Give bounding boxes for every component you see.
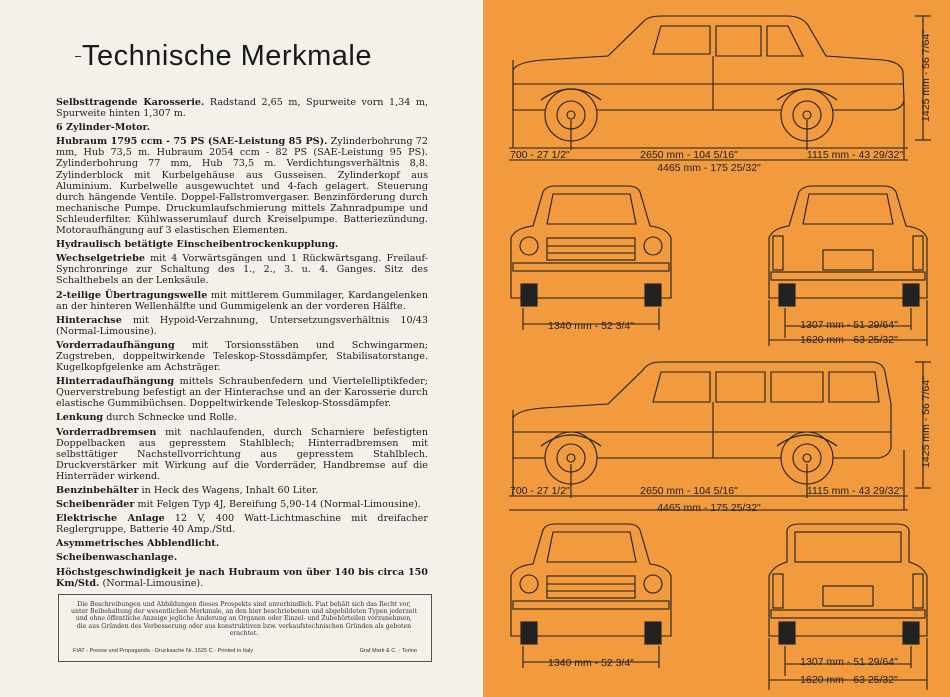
spec-text: mit mittlerem Gummilager, Kardangelenken an der hinteren Wellenhälfte und Gummigelenk an der vorderen Hälfte. <box>56 289 428 312</box>
spec-list <box>56 97 428 592</box>
width-label-2: 1620 mm - 63 25/32" <box>800 674 898 686</box>
spec-item <box>56 97 428 119</box>
spec-heading: Lenkung <box>56 412 104 424</box>
wagon-length-label: 4465 mm - 175 25/32" <box>657 502 761 514</box>
spec-heading: Elektrische Anlage <box>56 513 165 525</box>
spec-text: mit Torsionsstäben und Schwingarmen; Zugstreben, doppeltwirkende Teleskop-Stossdämpfer, Stabilisatorstange. Kugelkopfgelenke am Achsträger. <box>56 339 428 374</box>
spec-item <box>56 567 428 589</box>
dimension-drawings <box>483 0 950 697</box>
spec-heading: Vorderradbremsen <box>56 426 157 438</box>
sedan-height-label: 1425 mm - 56 7/64" <box>920 30 932 122</box>
rear-track-label-2: 1307 mm - 51 29/64" <box>800 656 898 668</box>
sedan-side-view <box>513 16 904 141</box>
sedan-front-overhang-label: 700 - 27 1/2" <box>510 149 570 161</box>
rear-track-label: 1307 mm - 51 29/64" <box>800 319 898 331</box>
width-label: 1620 mm - 63 25/32" <box>800 334 898 346</box>
wagon-height-label: 1425 mm - 56 7/64" <box>920 376 932 468</box>
drawings-page <box>483 0 950 697</box>
spec-item <box>56 538 428 549</box>
printer-imprint: FIAT - Presse und Propaganda - Drucksache Nr. 1525 C - Printed in Italy <box>73 648 254 654</box>
spec-text: 12 V, 400 Watt-Lichtmaschine mit dreifacher Reglergruppe, Batterie 40 Amp./Std. <box>56 513 428 536</box>
spec-item <box>56 315 428 337</box>
spec-text: Radstand 2,65 m, Spurweite vorn 1,34 m, Spurweite hinten 1,307 m. <box>56 97 428 120</box>
wagon-side-view <box>513 362 891 484</box>
wagon-front-view <box>511 524 671 644</box>
spec-item <box>56 340 428 373</box>
spec-text: mit Felgen Typ 4J, Bereifung 5,90-14 (Normal-Limousine). <box>134 499 421 511</box>
spec-heading: Höchstgeschwindigkeit je nach Hubraum von über 140 bis circa 150 Km/Std. <box>56 566 428 589</box>
spec-item <box>56 412 428 423</box>
spec-heading: 6 Zylinder-Motor. <box>56 122 151 134</box>
page-title: Technische Merkmale <box>82 40 372 72</box>
spec-item <box>56 485 428 496</box>
spec-item <box>56 290 428 312</box>
spec-item <box>56 122 428 133</box>
title-mark <box>75 56 81 57</box>
spec-item <box>56 376 428 409</box>
spec-heading: Wechselgetriebe <box>56 253 145 265</box>
spec-item <box>56 136 428 236</box>
spec-heading: Hubraum 1795 ccm - 75 PS (SAE-Leistung 85 PS). <box>56 136 328 148</box>
spec-text: in Heck des Wagens, Inhalt 60 Liter. <box>138 485 319 496</box>
spec-item <box>56 513 428 535</box>
spec-heading: Scheibenwaschanlage. <box>56 552 178 564</box>
printer-name: Graf Marti & C. - Torino <box>359 648 417 654</box>
sedan-rear-view <box>769 186 927 306</box>
spec-item <box>56 499 428 510</box>
spec-heading: 2-teilige Übertragungswelle <box>56 289 208 301</box>
spec-heading: Hinterachse <box>56 314 122 326</box>
sedan-front-view <box>511 186 671 306</box>
sedan-length-label: 4465 mm - 175 25/32" <box>657 162 761 174</box>
spec-item <box>56 253 428 286</box>
front-track-label-2: 1340 mm - 52 3/4" <box>547 657 635 669</box>
disclaimer-footer <box>73 648 417 654</box>
spec-item <box>56 552 428 563</box>
spec-text: mit nachlaufenden, durch Scharniere befestigten Doppelbacken aus gepresstem Stahlblech; Hinterradbremsen mit selbsttätiger Nachstellvorrichtung aus gepresstem Stahlblech. Druckverstärker mit Wirkung auf die Vorderräder, Handbremse auf die Hinterräder wirkend. <box>56 426 428 482</box>
spec-heading: Hydraulisch betätigte Einscheibentrockenkupplung. <box>56 239 339 251</box>
wagon-rear-overhang-label: 1115 mm - 43 29/32" <box>806 485 904 497</box>
spec-item <box>56 427 428 482</box>
spec-heading: Selbsttragende Karosserie. <box>56 97 205 108</box>
disclaimer-text: Die Beschreibungen und Abbildungen dieses Prospekts sind unverbindlich. Fiat behält sich das Recht vor, unter Beibehaltung der wesentlichen Merkmale, an den hier beschriebenen und abgebildeten Typen jederzeit und ohne öffentliche Anzeige jegliche Änderung an Organen oder Einzel- und Zubehörteilen vorzunehmen, die aus Gründen des Verbesserung oder aus konstruktiven bzw. verkaufstechnischen Gründen als geboten erachtet. <box>71 601 417 637</box>
wagon-wheelbase-label: 2650 mm - 104 5/16" <box>640 485 738 497</box>
sedan-wheelbase-label: 2650 mm - 104 5/16" <box>640 149 738 161</box>
sedan-rear-overhang-label: 1115 mm - 43 29/32" <box>806 149 904 161</box>
spec-item <box>56 239 428 250</box>
spec-heading: Vorderradaufhängung <box>56 339 175 351</box>
disclaimer-box <box>58 594 432 662</box>
spec-heading: Scheibenräder <box>56 499 135 511</box>
spec-text: mit Hypoid-Verzahnung, Untersetzungsverhältnis 10/43 (Normal-Limousine). <box>56 314 428 337</box>
spec-heading: Asymmetrisches Abblendlicht. <box>56 538 220 550</box>
spec-text: mit 4 Vorwärtsgängen und 1 Rückwärtsgang. Freilauf-Synchronringe zur Schaltung des 1., 2., 3. u. 4. Ganges. Sitz des Schalthebels an der Lenksäule. <box>56 253 428 287</box>
spec-text: mittels Schraubenfedern und Viertelelliptikfeder; Querverstrebung befestigt an der Hinterachse und an der Karosserie durch elastische Gummibüchsen. Doppeltwirkende Teleskop-Stossdämpfer. <box>56 376 428 410</box>
spec-text: Zylinderbohrung 72 mm, Hub 73,5 m. Hubraum 2054 ccm - 82 PS (SAE-Leistung 95 PS). Zylinderbohrung 77 mm, Hub 73,5 m. Verdichtungsverhältnis 8,8. Zylinderblock mit Kurbelgehäuse aus Gusseisen. Zylinderkopf aus Aluminium. Kurbelwelle ausgewuchtet und 4-fach gelagert. Steuerung durch hängende Ventile. Doppel-Fallstromvergaser. Benzinförderung durch mechanische Pumpe. Druckumlaufschmierung mittels Zahnradpumpe und Schleuderfilter. Kühlwasserumlauf durch Kreiselpumpe. Batteriezündung. Motoraufhängung auf 3 elastischen Elementen. <box>56 136 428 237</box>
wagon-front-overhang-label: 700 - 27 1/2" <box>510 485 570 497</box>
wagon-rear-view <box>769 524 927 644</box>
spec-text: durch Schnecke und Rolle. <box>103 412 238 424</box>
spec-heading: Hinterradaufhängung <box>56 376 175 388</box>
spec-text: (Normal-Limousine). <box>99 577 204 589</box>
front-track-label: 1340 mm - 52 3/4" <box>547 320 635 332</box>
spec-heading: Benzinbehälter <box>56 485 139 496</box>
